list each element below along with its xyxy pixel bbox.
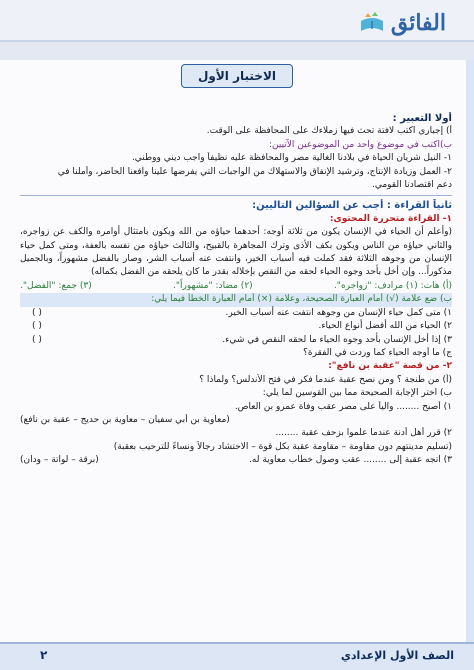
reading-passage: (وأعلم أن الحياء في الإنسان يكون من ثلاثة أوجه: أحدهما حياؤه من الله ويكون بامتثال أوامره والكف عن زواجره، والثاني حياؤه من الناس ويكون بكف الأذى وترك المجاهرة بالقبيح، والثالث حياؤه من نفسه بالعفة، ومتى كمل حياء الإنسان من وجوهه الثلاثة فقد كملت فيه أسباب الخير، وانتفت عنه أسباب الشر، وصار بالفضل مشهوراً، وبالجميل مذكوراً... وإن أخل بأحد وجوه الحياء لحقه من النقص بإخلاله بقدر ما كان يلحقه من الفضل بكماله) (20, 227, 452, 278)
test-content (20, 112, 452, 468)
vocab-plural: (٣) جمع: "الفضل". (20, 280, 92, 291)
topic-1: ١- النيل شريان الحياة في بلادنا الغالية مصر والمحافظة عليه نظيفاً واجب ديني ووطني. (131, 153, 452, 164)
true-false-instructions: ب) ضع علامة (√) أمام العبارة الصحيحة، وعلامة (×) أمام العبارة الخطأ فيما يلي: (20, 293, 452, 306)
tf-statement: ١) متى كمل حياء الإنسان من وجوهه انتفت عنه أسباب الخير. (225, 307, 452, 318)
section-expression-heading: أولا التعبير : (392, 113, 452, 124)
brand-name: الفائق (390, 10, 446, 36)
page-number: ٢ (40, 648, 48, 662)
mcq-3-row (20, 454, 452, 467)
tf-row (20, 334, 452, 347)
mcq-3: ٣) اتجه عقبة إلى ........ عقب وصول خطاب معاوية له. (249, 455, 452, 466)
test-title: الاختبار الأول (181, 64, 293, 88)
topic-2-line-1: ٢- العمل وزيادة الإنتاج، وترشيد الإنفاق والاستهلاك من الواجبات التي يفرضها علينا واقعنا الحاضر، وأملنا في (57, 166, 452, 177)
answer-blank[interactable]: ( ) (32, 321, 42, 332)
vocab-synonym: (أ) هات: (١) مرادف: "زواجره". (333, 280, 452, 291)
mcq-1: ١) أصبح ........ والياً على مصر عقب وفاة عمرو بن العاص. (234, 401, 452, 412)
optional-task-heading: ب)اكتب في موضوع واحد من الموضوعين الآتيين: (268, 139, 452, 150)
tf-statement: ٣) إذا أخل الإنسان بأحد وجوه الحياء ما لحقه النقص في شيء. (222, 334, 452, 345)
answer-blank[interactable]: ( ) (32, 307, 42, 318)
question-2-heading: ٢- من قصة "عقبة بن نافع": (328, 361, 452, 372)
vocab-antonym: (٢) مضاد: "مشهوراً". (173, 280, 253, 291)
question-2b: ب) اختر الإجابة الصحيحة مما بين القوسين لما يلي: (262, 388, 452, 399)
question-c: ج) ما أوجه الحياء كما وردت في الفقرة؟ (303, 347, 452, 358)
question-2a: (أ) من طنجة ؟ ومن نصح عقبة عندما فكر في فتح الأندلس؟ ولماذا ؟ (199, 374, 452, 385)
mcq-1-options[interactable]: (معاوية بن أبي سفيان – معاوية بن حديج – عقبة بن نافع) (20, 414, 230, 425)
book-icon (359, 11, 385, 35)
section-reading-heading: ثانياً القراءة : أجب عن السؤالين التاليين: (252, 200, 452, 212)
side-strip (466, 0, 474, 670)
tf-row (20, 307, 452, 320)
vocab-questions (20, 280, 452, 293)
question-1-heading: ١- القراءة متحررة المحتوى: (329, 213, 452, 224)
answer-blank[interactable]: ( ) (32, 334, 42, 345)
header-wave (0, 40, 474, 60)
divider (20, 195, 452, 196)
mcq-2-options[interactable]: (تسليم مدينتهم دون مقاومة – مقاومة عقبة بكل قوة – الاحتشاد رجالاً ونساءً للترحيب بعقبة) (113, 441, 452, 452)
mcq-2: ٢) قرر أهل أدنة عندما علموا بزحف عقبة ........ (275, 428, 452, 439)
tf-statement: ٢) الحياء من الله أفضل أنواع الحياء. (318, 321, 452, 332)
topic-2-line-2: دعم اقتصادنا القومي. (371, 180, 452, 191)
brand-logo (359, 10, 446, 36)
grade-label: الصف الأول الإعدادي (340, 649, 454, 662)
mcq-3-options[interactable]: (برقة – لواتة – ودان) (20, 455, 99, 466)
mandatory-task: أ) إجباري اكتب لافتة تحث فيها زملاءك على المحافظة على الوقت. (206, 126, 452, 137)
page-footer (0, 642, 474, 670)
tf-row (20, 320, 452, 333)
page-header (0, 0, 474, 58)
